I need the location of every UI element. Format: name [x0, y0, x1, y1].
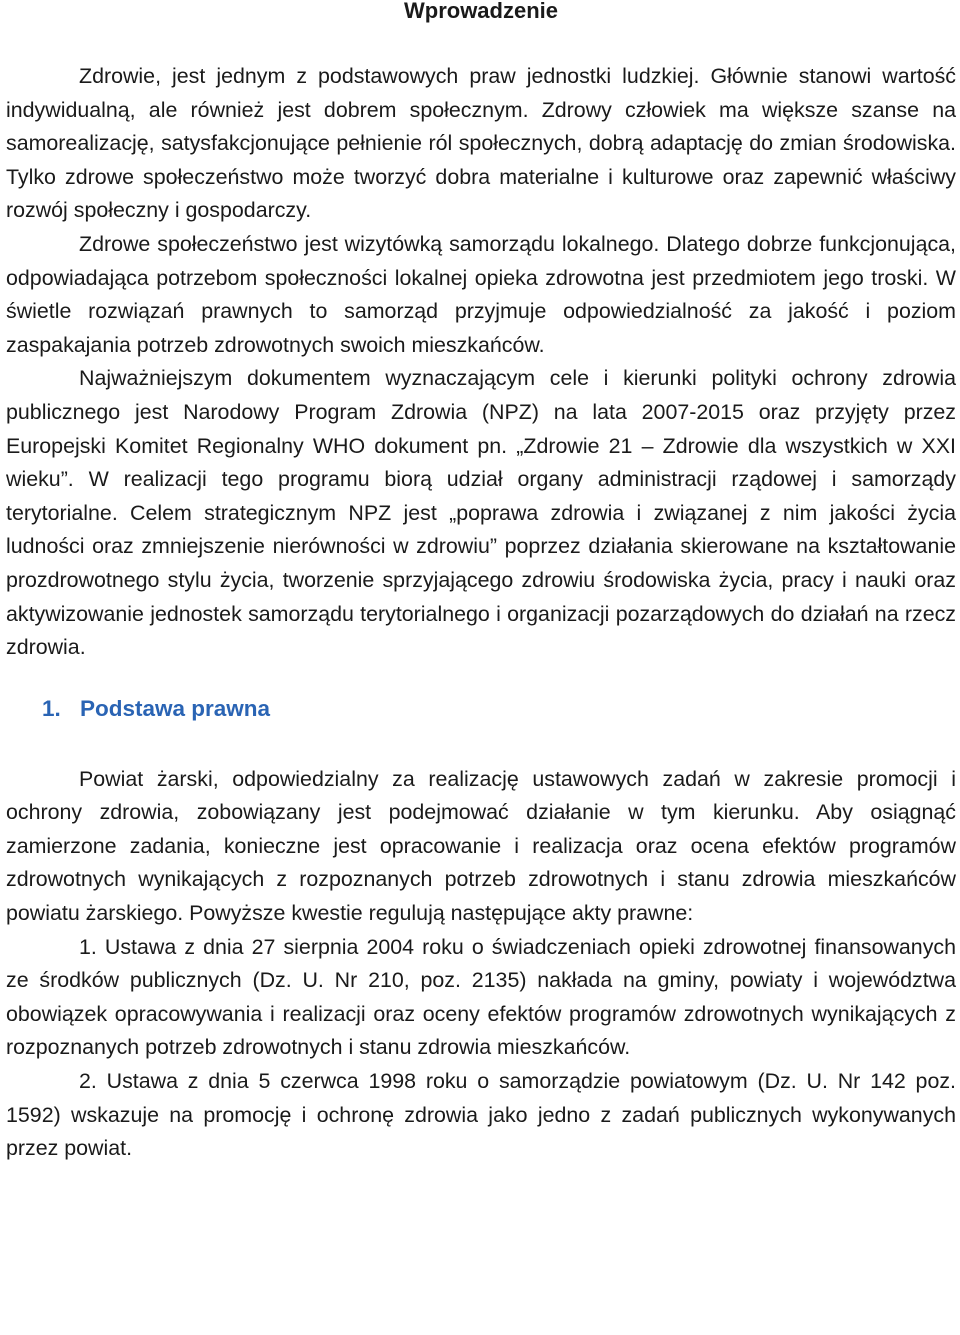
intro-paragraph-2: Zdrowe społeczeństwo jest wizytówką samorządu lokalnego. Dlatego dobrze funkcjonująca, odpowiadająca potrzebom społeczności lokalnej opieka zdrowotna jest przedmiotem jego troski. W świetle rozwiązań prawnych to samorząd przyjmuje odpowiedzialność za jakość i poziom zaspakajania potrzeb zdrowotnych swoich mieszkańców.: [6, 231, 956, 357]
page-title: Wprowadzenie: [403, 0, 558, 23]
section-number: 1.: [42, 695, 61, 721]
legal-act-item-2: 2. Ustawa z dnia 5 czerwca 1998 roku o samorządzie powiatowym (Dz. U. Nr 142 poz. 1592) wskazuje na promocję i ochronę zdrowia jako jedno z zadań publicznych wykonywanych przez powiat.: [6, 1069, 956, 1161]
intro-paragraph-1: Zdrowie, jest jednym z podstawowych praw jednostki ludzkiej. Głównie stanowi wartość indywidualną, ale również jest dobrem społecznym. Zdrowy człowiek ma większe szanse na samorealizację, satysfakcjonujące pełnienie ról społecznych, dobrą adaptację do zmian środowiska. Tylko zdrowe społeczeństwo może tworzyć dobra materialne i kulturowe oraz zapewnić właściwy rozwój społeczny i gospodarczy.: [6, 64, 956, 223]
section-title: Podstawa prawna: [80, 695, 271, 721]
intro-paragraph-3: Najważniejszym dokumentem wyznaczającym cele i kierunki polityki ochrony zdrowia publicznego jest Narodowy Program Zdrowia (NPZ) na lata 2007-2015 oraz przyjęty przez Europejski Komitet Regionalny WHO dokument pn. „Zdrowie 21 – Zdrowie dla wszystkich w XXI wieku”. W realizacji tego programu biorą udział organy administracji rządowej i samorządy terytorialne. Celem strategicznym NPZ jest „poprawa zdrowia i związanej z nim jakości życia ludności oraz zmniejszenie nierówności w zdrowiu” poprzez działania skierowane na kształtowanie prozdrowotnego stylu życia, tworzenie sprzyjającego zdrowiu środowiska życia, pracy i nauki oraz aktywizowanie jednostek samorządu terytorialnego i organizacji pozarządowych do działań na rzecz zdrowia.: [6, 366, 956, 660]
legal-act-item-1: 1. Ustawa z dnia 27 sierpnia 2004 roku o świadczeniach opieki zdrowotnej finansowanych ze środków publicznych (Dz. U. Nr 210, poz. 2135) nakłada na gminy, powiaty i województwa obowiązek opracowywania i realizacji oraz oceny efektów programów zdrowotnych wynikających z rozpoznanych potrzeb zdrowotnych i stanu zdrowia mieszkańców.: [6, 934, 956, 1060]
document-page: [6, 0, 956, 1166]
section-heading: [6, 695, 956, 723]
section-paragraph-1: Powiat żarski, odpowiedzialny za realizację ustawowych zadań w zakresie promocji i ochrony zdrowia, zobowiązany jest podejmować działanie w tym kierunku. Aby osiągnąć zamierzone zadania, konieczne jest opracowanie i realizacja oraz ocena efektów programów zdrowotnych wynikających z rozpoznanych potrzeb zdrowotnych i stanu zdrowia mieszkańców powiatu żarskiego. Powyższe kwestie regulują następujące akty prawne:: [6, 766, 956, 926]
